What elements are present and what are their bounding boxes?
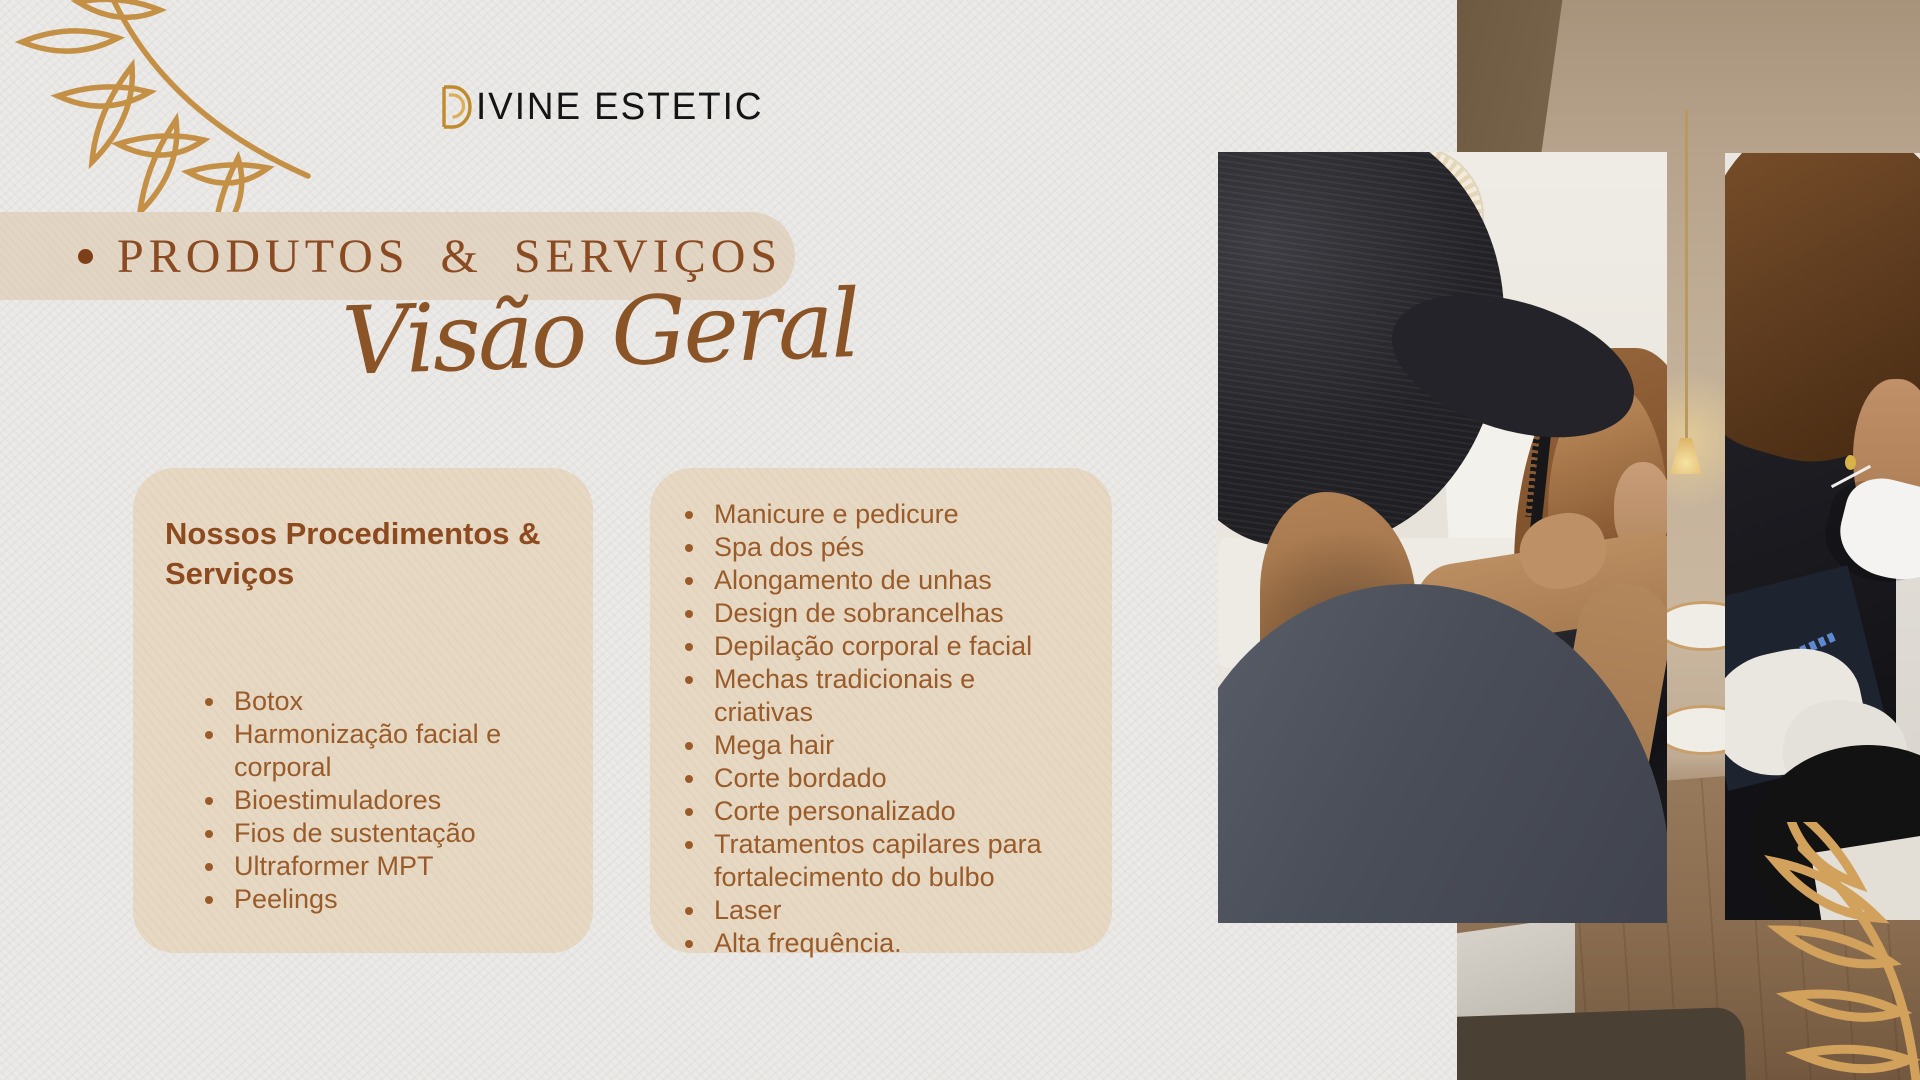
banner-title: PRODUTOS & SERVIÇOS <box>117 229 783 283</box>
list-item: • Corte bordado <box>708 762 1072 795</box>
brand-name: IVINE ESTETIC <box>476 85 764 128</box>
list-item: • Ultraformer MPT <box>228 850 563 883</box>
procedures-list <box>133 685 593 916</box>
photo-facial-procedure <box>1725 153 1920 920</box>
gold-earring <box>1845 455 1856 470</box>
list-item: • Manicure e pedicure <box>708 498 1072 531</box>
page-title: Visão Geral <box>340 270 860 397</box>
monogram-d-icon <box>437 84 473 130</box>
list-item: • Mechas tradicionais e criativas <box>708 663 1072 729</box>
salon-chair <box>1457 1007 1746 1080</box>
list-item: • Fios de sustentação <box>228 817 563 850</box>
card-services <box>650 468 1112 958</box>
card-title: Nossos Procedimentos & Serviços <box>165 516 541 592</box>
list-item: • Mega hair <box>708 729 1072 762</box>
list-item: • Depilação corporal e facial <box>708 630 1072 663</box>
list-item: • Tratamentos capilares para fortalecimento do bulbo <box>708 828 1072 894</box>
list-item: • Spa dos pés <box>708 531 1072 564</box>
brand-logo <box>437 84 772 130</box>
leaf-branch-icon <box>1738 822 1920 1080</box>
bullet-dot-icon <box>78 249 93 264</box>
list-item: • Bioestimuladores <box>228 784 563 817</box>
list-item: • Corte personalizado <box>708 795 1072 828</box>
list-item: • Laser <box>708 894 1072 927</box>
list-item: • Peelings <box>228 883 563 916</box>
list-item: • Botox <box>228 685 563 718</box>
list-item: • Design de sobrancelhas <box>708 597 1072 630</box>
list-item: • Alta frequência. <box>708 927 1072 960</box>
list-item: • Alongamento de unhas <box>708 564 1072 597</box>
services-list <box>650 498 1112 960</box>
pendant-lamp-cord <box>1685 110 1688 440</box>
photo-haircut <box>1218 152 1667 923</box>
leaf-branch-icon <box>0 0 330 245</box>
list-item: • Harmonização facial e corporal <box>228 718 563 784</box>
card-procedures <box>133 468 593 953</box>
